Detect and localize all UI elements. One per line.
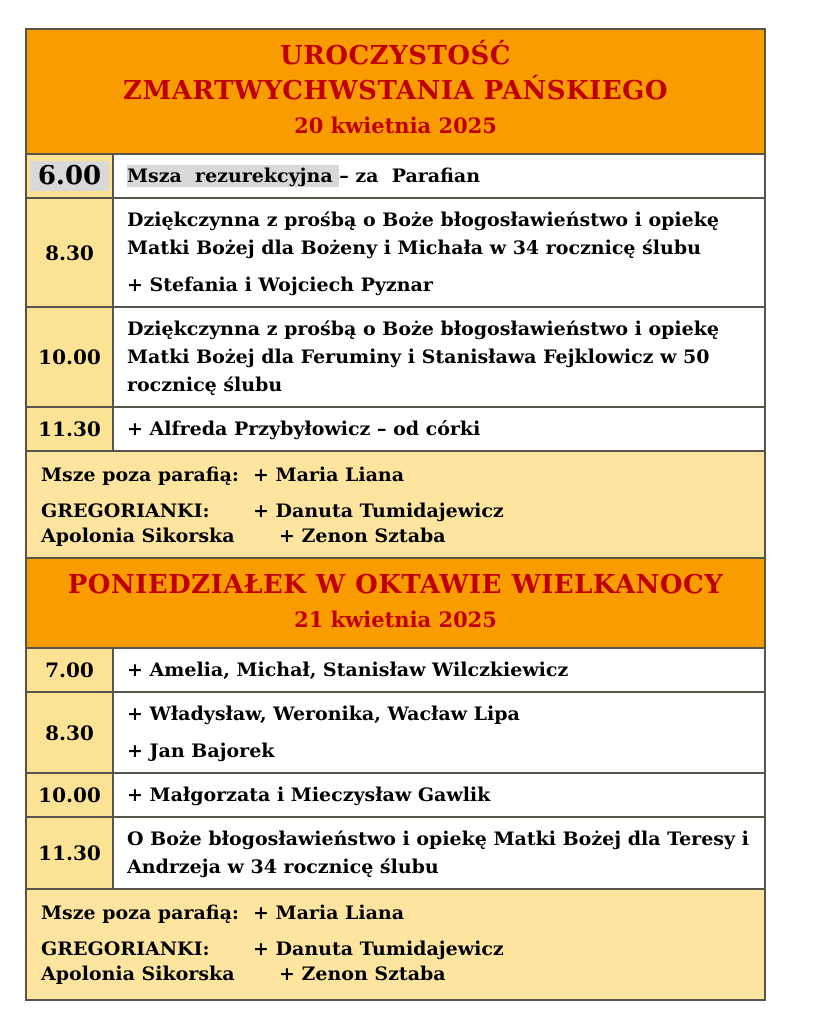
table-title-line-2: ZMARTWYCHWSTANIA PAŃSKIEGO	[122, 76, 669, 106]
mass-time-cell	[27, 774, 114, 816]
mass-time-cell	[27, 408, 114, 450]
footer-line-apolonia	[41, 962, 750, 987]
mass-row	[27, 406, 764, 450]
mass-intention: + Jan Bajorek	[127, 740, 275, 762]
mass-intention-cell	[114, 408, 764, 450]
mass-row	[27, 691, 764, 772]
mass-intention: + Amelia, Michał, Stanisław Wilczkiewicz	[127, 659, 569, 681]
footer-line-masses-outside-parish	[41, 901, 750, 926]
mass-intention-cell	[114, 199, 764, 306]
table-footer	[27, 450, 764, 561]
mass-intention: + Alfreda Przybyłowicz – od córki	[127, 418, 481, 440]
footer-label: GREGORIANKI:	[41, 938, 210, 960]
footer-value: + Maria Liana	[253, 902, 405, 924]
mass-time-cell	[27, 155, 114, 197]
table-title-line-1: UROCZYSTOŚĆ	[280, 41, 511, 71]
schedule-table-easter-sunday	[25, 28, 766, 563]
mass-intention-cell	[114, 155, 764, 197]
mass-time: 8.30	[45, 720, 94, 745]
footer-line-apolonia	[41, 524, 750, 549]
mass-intention: Dziękczynna z prośbą o Boże błogosławieństwo i opiekę Matki Bożej dla Feruminy i Stanisława Fejklowicz w 50 rocznicę ślubu	[127, 318, 726, 396]
mass-intention-cell	[114, 774, 764, 816]
mass-row	[27, 197, 764, 306]
mass-intention: O Boże błogosławieństwo i opiekę Matki Bożej dla Teresy i Andrzeja w 34 rocznicę ślubu	[127, 828, 756, 878]
table-header-easter-sunday	[27, 30, 764, 153]
mass-time: 6.00	[30, 161, 109, 191]
mass-intention-rest: – za Parafian	[339, 165, 481, 187]
mass-time: 10.00	[38, 345, 101, 369]
mass-row	[27, 306, 764, 406]
mass-time-cell	[27, 693, 114, 772]
mass-time: 8.30	[45, 240, 94, 265]
mass-row	[27, 647, 764, 691]
footer-label: GREGORIANKI:	[41, 500, 210, 522]
footer-line-gregorianki	[41, 499, 750, 524]
mass-time: 7.00	[45, 658, 94, 682]
mass-intention-cell	[114, 693, 764, 772]
mass-intention: + Małgorzata i Mieczysław Gawlik	[127, 784, 491, 806]
mass-intention: + Stefania i Wojciech Pyznar	[127, 274, 433, 296]
table-footer	[27, 888, 764, 999]
mass-intention: + Władysław, Weronika, Wacław Lipa	[127, 703, 520, 725]
mass-time: 11.30	[38, 841, 101, 865]
schedule-table-easter-monday	[25, 557, 766, 1001]
footer-value: + Danuta Tumidajewicz	[253, 938, 504, 960]
mass-intention-highlighted: Msza rezurekcyjna	[127, 165, 340, 187]
footer-label: Apolonia Sikorska	[41, 963, 235, 985]
mass-intention	[127, 162, 754, 190]
mass-time: 10.00	[38, 783, 101, 807]
footer-value: + Danuta Tumidajewicz	[253, 500, 504, 522]
mass-row	[27, 153, 764, 197]
footer-line-gregorianki	[41, 937, 750, 962]
mass-time-cell	[27, 649, 114, 691]
footer-value: + Maria Liana	[253, 464, 405, 486]
mass-time-cell	[27, 818, 114, 888]
mass-intention: Dziękczynna z prośbą o Boże błogosławieństwo i opiekę Matki Bożej dla Bożeny i Michała w 34 rocznicę ślubu	[127, 209, 726, 259]
footer-line-masses-outside-parish	[41, 463, 750, 488]
footer-label: Apolonia Sikorska	[41, 525, 235, 547]
mass-row	[27, 772, 764, 816]
mass-time-cell	[27, 199, 114, 306]
mass-time-cell	[27, 308, 114, 406]
mass-intention-cell	[114, 649, 764, 691]
table-title-line-1: PONIEDZIAŁEK W OKTAWIE WIELKANOCY	[67, 570, 724, 600]
mass-time: 11.30	[38, 417, 101, 441]
table-date: 20 kwietnia 2025	[294, 113, 497, 138]
mass-row	[27, 816, 764, 888]
mass-intention-cell	[114, 818, 764, 888]
mass-intention-cell	[114, 308, 764, 406]
table-date: 21 kwietnia 2025	[294, 607, 497, 632]
footer-label: Msze poza parafią:	[41, 902, 239, 924]
footer-label: Msze poza parafią:	[41, 464, 239, 486]
footer-value: + Zenon Sztaba	[279, 525, 446, 547]
footer-value: + Zenon Sztaba	[279, 963, 446, 985]
table-header-easter-monday	[27, 559, 764, 647]
